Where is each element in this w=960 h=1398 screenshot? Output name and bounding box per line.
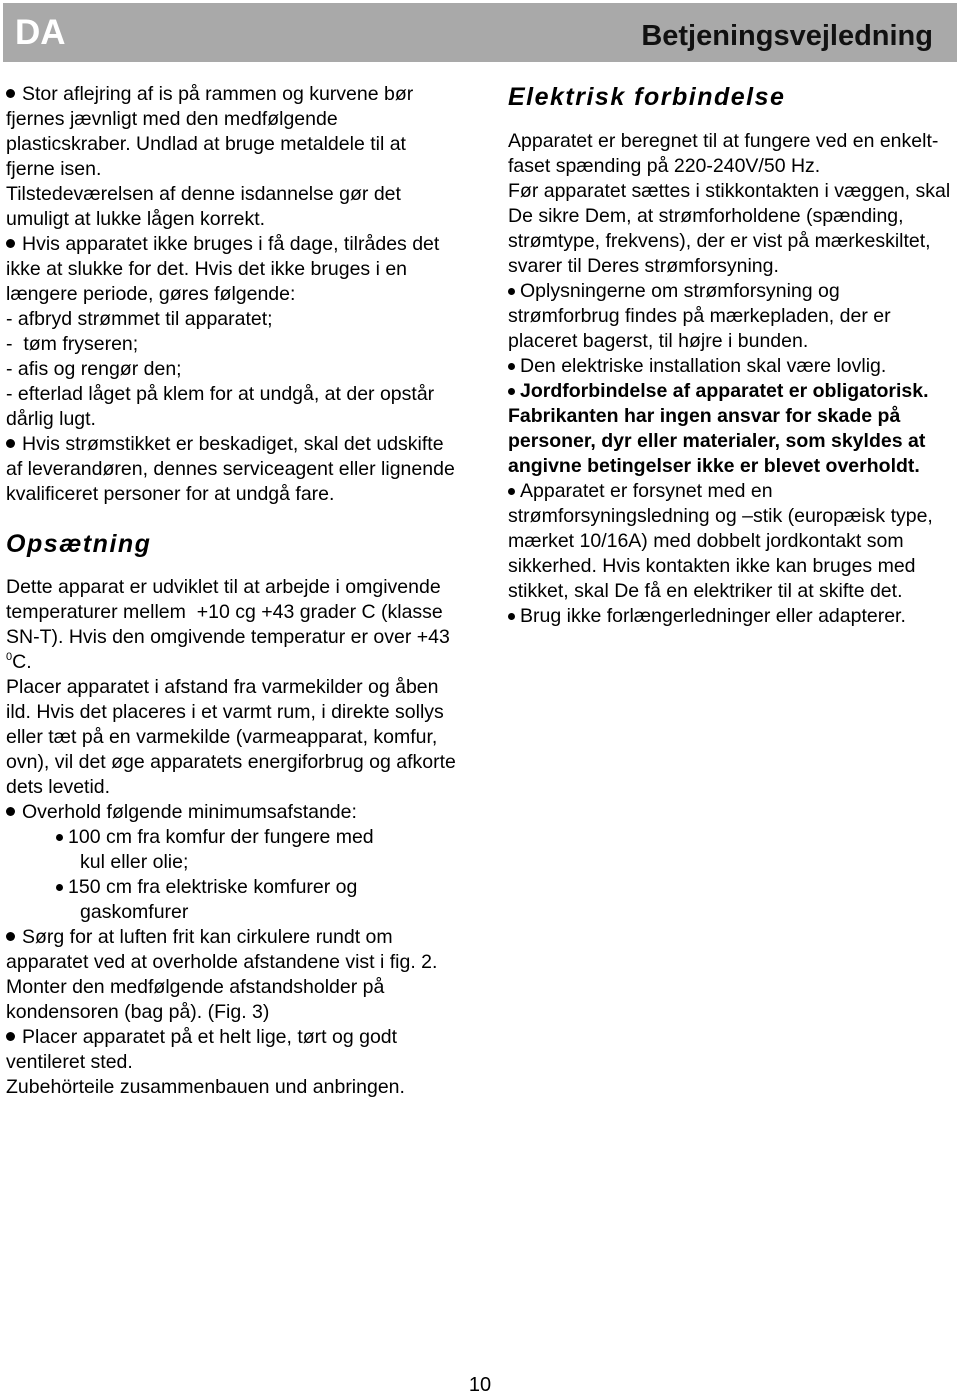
- sub-bullet-electric-stove: 150 cm fra elektriske komfurer og: [6, 875, 458, 900]
- bullet-icon: [56, 884, 63, 891]
- paragraph-voltage: Apparatet er beregnet til at fungere ved en enkelt-faset spænding på 220-240V/50 Hz.: [508, 130, 939, 177]
- manual-title: Betjeningsvejledning: [641, 20, 933, 52]
- sub-bullet-coal-stove: 100 cm fra komfur der fungere med: [6, 825, 458, 850]
- page-header: [3, 3, 957, 62]
- left-column: [6, 82, 462, 1100]
- bullet-icon: [6, 1032, 15, 1041]
- bullet-air-circulation: Sørg for at luften frit kan cirkulere rundt om apparatet ved at overholde afstandene vist i fig. 2.: [6, 926, 438, 973]
- paragraph-not-in-use: Hvis apparatet ikke bruges i få dage, tilrådes det ikke at slukke for det. Hvis det ikke bruges i en længere periode, gøres følgende:: [6, 233, 445, 305]
- bullet-level-place: Placer apparatet på et helt lige, tørt og godt ventileret sted.: [6, 1026, 403, 1073]
- bullet-icon: [56, 834, 63, 841]
- bullet-plug-type: Apparatet er forsynet med en strømforsyningsledning og –stik (europæisk type, mærket 10/16A) med dobbelt jordkontakt som sikkerhed. Hvis kontakten ikke kan bruges med stikket, skal De få en elektriker til at skifte det.: [508, 480, 939, 602]
- sub-bullet-electric-stove-cont: gaskomfurer: [80, 901, 189, 923]
- bullet-icon: [508, 288, 515, 295]
- bullet-icon: [6, 932, 15, 941]
- dash-item-defrost: - afis og rengør den;: [6, 358, 182, 380]
- bullet-icon: [6, 89, 15, 98]
- paragraph-check-supply: Før apparatet sættes i stikkontakten i væggen, skal De sikre Dem, at strømforholdene (spænding, strømtype, frekvens), der er vist på mærkeskiltet, svarer til Deres strømforsyning.: [508, 180, 956, 277]
- bullet-icon: [6, 807, 15, 816]
- paragraph-accessories: Zubehörteile zusammenbauen und anbringen.: [6, 1076, 405, 1098]
- bullet-rating-plate: Oplysningerne om strømforsyning og strømforbrug findes på mærkepladen, der er placeret bagerst, til højre i bunden.: [508, 280, 897, 352]
- paragraph-power-plug: Hvis strømstikket er beskadiget, skal det udskifte af leverandøren, dennes serviceagent eller lignende kvalificeret personer for at undgå fare.: [6, 433, 461, 505]
- bullet-icon: [6, 239, 15, 248]
- bullet-icon: [508, 613, 515, 620]
- paragraph-spacer: Monter den medfølgende afstandsholder på kondensoren (bag på). (Fig. 3): [6, 976, 390, 1023]
- bullet-legal-installation: Den elektriske installation skal være lovlig.: [508, 354, 956, 379]
- paragraph-temperature: Dette apparat er udviklet til at arbejde i omgivende temperaturer mellem +10 cg +43 grader C (klasse SN-T). Hvis den omgivende temperatur er over +43 $^0$C.: [6, 576, 456, 673]
- paragraph-ice-removal: Stor aflejring af is på rammen og kurvene bør fjernes jævnligt med den medfølgende plasticskraber. Undlad at bruge metaldele til at fjerne isen.: [6, 83, 419, 180]
- bullet-earthing: Jordforbindelse af apparatet er obligatorisk. Fabrikanten har ingen ansvar for skade på personer, dyr eller materialer, som skyldes at angivne betingelser ikke er blevet overholdt.: [508, 380, 934, 477]
- language-code: DA: [15, 13, 66, 52]
- bullet-no-extension: Brug ikke forlængerledninger eller adapterer.: [508, 604, 956, 629]
- paragraph-ice-door: Tilstedeværelsen af denne isdannelse gør det umuligt at lukke lågen korrekt.: [6, 183, 407, 230]
- dash-item-door-ajar: - efterlad låget på klem for at undgå, at der opstår dårlig lugt.: [6, 383, 440, 430]
- sub-bullet-coal-stove-cont: kul eller olie;: [80, 851, 189, 873]
- bullet-icon: [508, 388, 515, 395]
- page-number: 10: [468, 1374, 492, 1396]
- section-heading-setup: Opsætning: [6, 530, 152, 558]
- bullet-icon: [508, 363, 515, 370]
- dash-item-disconnect: - afbryd strømmet til apparatet;: [6, 308, 273, 330]
- right-column: [508, 82, 956, 629]
- bullet-icon: [508, 488, 515, 495]
- dash-item-empty: - tøm fryseren;: [6, 333, 139, 355]
- bullet-distances: Overhold følgende minimumsafstande:: [6, 800, 458, 825]
- bullet-icon: [6, 439, 15, 448]
- paragraph-placement: Placer apparatet i afstand fra varmekilder og åben ild. Hvis det placeres i et varmt rum, i direkte sollys eller tæt på en varmekilde (varmeapparat, komfur, ovn), vil det øge apparatets energiforbrug og afkorte dets levetid.: [6, 676, 462, 798]
- section-heading-electrical: Elektrisk forbindelse: [508, 83, 786, 111]
